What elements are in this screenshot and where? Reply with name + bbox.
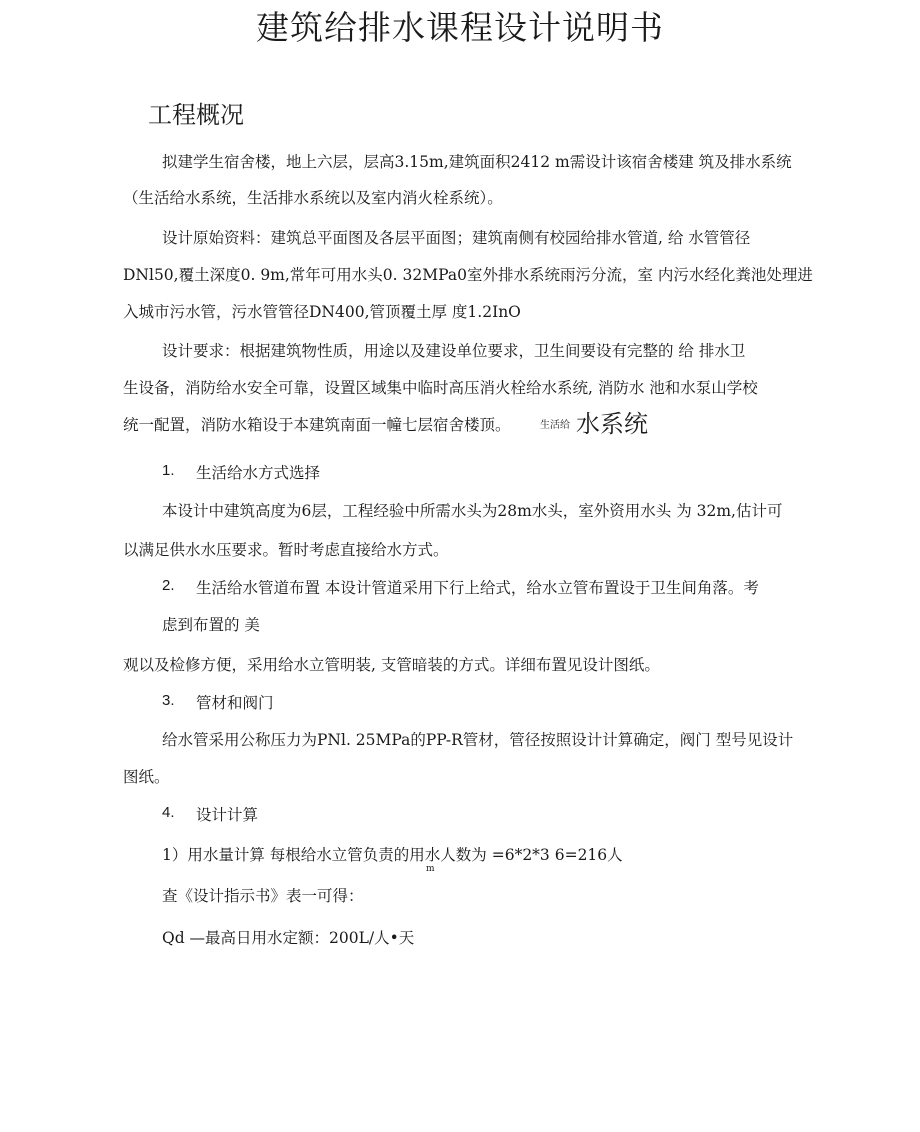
para1-line1: 拟建学生宿舍楼，地上六层，层高3.15m,建筑面积2412 m需设计该宿舍楼建 筑及排水系统 xyxy=(162,153,792,171)
item1-line1: 本设计中建筑高度为6层，工程经验中所需水头为28m水头，室外资用水头 为 32m,估计可 xyxy=(162,502,783,520)
item4-line3: Qd —最高日用水定额：200L/人•天 xyxy=(162,929,415,947)
para1-line2: （生活给水系统，生活排水系统以及室内消火栓系统）。 xyxy=(123,189,503,207)
item3-title: 管材和阀门 xyxy=(196,694,274,712)
calc-line: 1）用水量计算 每根给水立管负责的用水人数为 =6*2*3 6=216人 xyxy=(162,846,623,864)
para2-line1: 设计原始资料：建筑总平面图及各层平面图；建筑南侧有校园给排水管道, 给 水管管径 xyxy=(162,229,751,247)
document-title: 建筑给排水课程设计说明书 xyxy=(256,8,664,47)
item2-line1: 生活给水管道布置 本设计管道采用下行上给式，给水立管布置设于卫生间角落。考 xyxy=(196,579,759,597)
item4-line2: 查《设计指示书》表一可得： xyxy=(162,887,364,905)
para3-line2: 生设备，消防给水安全可靠，设置区域集中临时高压消火栓给水系统, 消防水 池和水泵山学校 xyxy=(123,379,758,397)
para3-line1: 设计要求：根据建筑物性质，用途以及建设单位要求，卫生间要设有完整的 给 排水卫 xyxy=(162,342,746,360)
item4-title: 设计计算 xyxy=(196,806,259,824)
para3-line3: 统一配置，消防水箱设于本建筑南面一幢七层宿舍楼顶。 xyxy=(123,416,511,434)
section-label-small: 生活给 xyxy=(540,420,570,431)
para2-line2: DNl50,覆土深度0. 9m,常年可用水头0. 32MPa0室外排水系统雨污分流，室 内污水经化粪池处理进 xyxy=(123,266,813,284)
calc-subscript: m xyxy=(426,864,435,874)
para2-line3: 入城市污水管，污水管管径DN400,管顶覆土厚 度1.2InO xyxy=(123,303,521,321)
item4-number: 4. xyxy=(162,804,175,821)
item2-line3: 观以及检修方便，采用给水立管明装, 支管暗装的方式。详细布置见设计图纸。 xyxy=(123,656,660,674)
section-heading-water-system: 水系统 xyxy=(576,410,648,438)
item1-number: 1. xyxy=(162,462,175,479)
item1-title: 生活给水方式选择 xyxy=(196,464,321,482)
section-heading-overview: 工程概况 xyxy=(148,101,244,129)
item3-number: 3. xyxy=(162,692,175,709)
item3-line2: 图纸。 xyxy=(123,768,170,786)
item3-line1: 给水管采用公称压力为PNl. 25MPa的PP-R管材，管径按照设计计算确定，阀门 型号见设计 xyxy=(162,731,794,749)
item2-line2: 虑到布置的 美 xyxy=(162,616,260,634)
item2-number: 2. xyxy=(162,577,175,594)
item1-line2: 以满足供水水压要求。暂时考虑直接给水方式。 xyxy=(123,541,449,559)
